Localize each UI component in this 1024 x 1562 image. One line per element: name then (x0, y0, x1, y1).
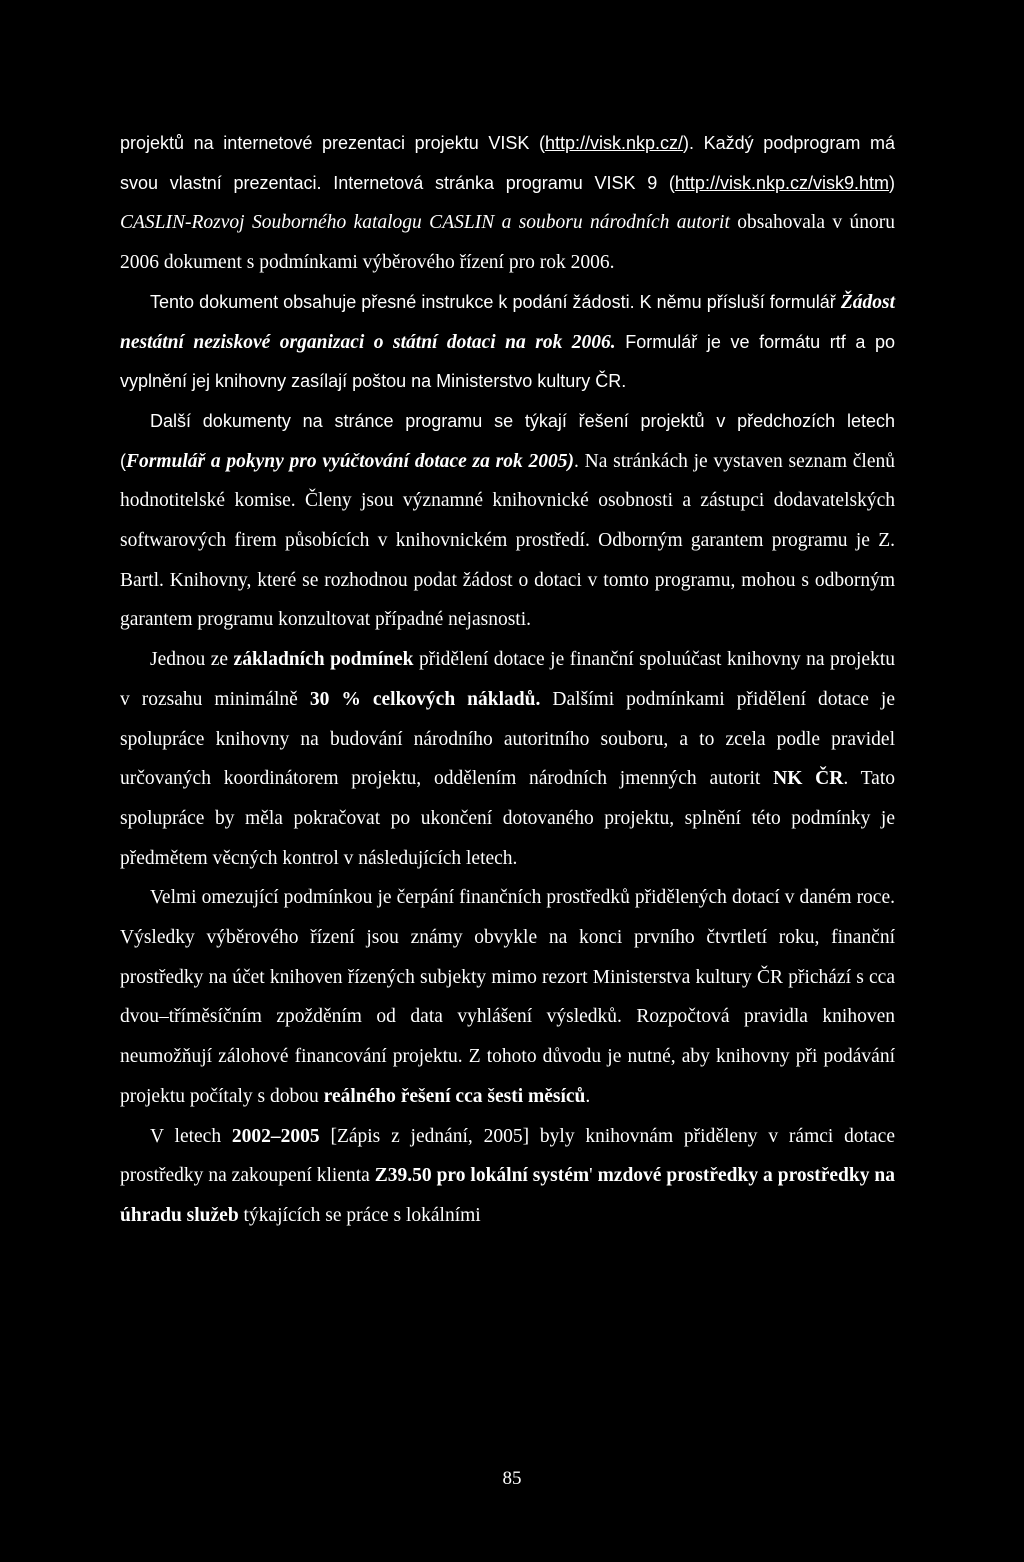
visk-link[interactable]: http://visk.nkp.cz/ (544, 133, 684, 153)
bold-duration: reálného řešení cca šesti měsíců (323, 1085, 586, 1107)
visk9-link[interactable]: http://visk.nkp.cz/visk9.htm (674, 172, 889, 193)
paragraph-1: projektů na internetové prezentaci projektu VISK (http://visk.nkp.cz/). Každý podprogram má svou vlastní prezentaci. Internetová stránka programu VISK 9 (http://visk.nkp.cz/visk9.htm) CASLIN-Rozvoj Souborného katalogu CASLIN a souboru národních autorit obsahovala v únoru 2006 dokument s podmínkami výběrového řízení pro rok 2006. (120, 133, 895, 274)
bold-years: 2002–2005 (231, 1125, 320, 1147)
form-title-2006: Žádost nestátní neziskové organizaci o státní dotaci na rok 2006. (120, 291, 895, 353)
paragraph-3: Další dokumenty na stránce programu se týkají řešení projektů v předchozích letech (Formulář a pokyny pro vyúčtování dotace za rok 2005). Na stránkách je vystaven seznam členů hodnotitelské komise. Členy jsou významné knihovnické osobnosti a zástupci dodavatelských softwarových firem působících v knihovnickém prostředí. Odborným garantem programu je Z. Bartl. Knihovny, které se rozhodnou podat žádost o dotaci v tomto programu, mohou s odborným garantem programu konzultovat případné nejasnosti. (120, 410, 895, 631)
page-number: 85 (502, 1468, 522, 1489)
program-title: CASLIN-Rozvoj Souborného katalogu CASLIN a souboru národních autorit (120, 212, 730, 234)
paragraph-5: Velmi omezující podmínkou je čerpání finančních prostředků přidělených dotací v daném roce. Výsledky výběrového řízení jsou známy obvykle na konci prvního čtvrtletí roku, finanční prostředky na účet knihoven řízených subjekty mimo rezort Ministerstva kultury ČR přichází s cca dvou–tříměsíčním zpožděním od data vyhlášení výsledků. Rozpočtová pravidla knihoven neumožňují zálohové financování projektu. Z tohoto důvodu je nutné, aby knihovny při podávání projektu počítaly s dobou reálného řešení cca šesti měsíců. (120, 887, 895, 1107)
bold-nk: NK ČR (773, 768, 844, 790)
document-page (120, 124, 895, 1236)
paragraph-6: V letech 2002–2005 [Zápis z jednání, 2005] byly knihovnám přiděleny v rámci dotace prostředky na zakoupení klienta Z39.50 pro lokální systém' mzdové prostředky a prostředky na úhradu služeb týkajících se práce s lokálními (120, 1125, 896, 1226)
paragraph-4: Jednou ze základních podmínek přidělení dotace je finanční spoluúčast knihovny na projektu v rozsahu minimálně 30 % celkových nákladů. Dalšími podmínkami přidělení dotace je spolupráce knihovny na budování národního autoritního souboru, a to zcela podle pravidel určovaných koordinátorem projektu, oddělením národních jmenných autorit NK ČR. Tato spolupráce by měla pokračovat po ukončení dotovaného projektu, splnění této podmínky je předmětem věcných kontrol v následujících letech. (120, 649, 895, 869)
bold-funds: mzdové prostředky a prostředky na úhradu služeb (120, 1165, 896, 1226)
bold-share: 30 % celkových nákladů. (309, 688, 541, 710)
form-title-2005: Formulář a pokyny pro vyúčtování dotace za rok 2005) (126, 450, 574, 472)
paragraph-2: Tento dokument obsahuje přesné instrukce k podání žádosti. K němu přísluší formulář Žádost nestátní neziskové organizaci o státní dotaci na rok 2006. Formulář je ve formátu rtf a po vyplnění jej knihovny zasílají poštou na Ministerstvo kultury ČR. (120, 291, 896, 392)
bold-client: Z39.50 pro lokální systém (374, 1165, 590, 1187)
bold-conditions: základních podmínek (233, 649, 414, 671)
